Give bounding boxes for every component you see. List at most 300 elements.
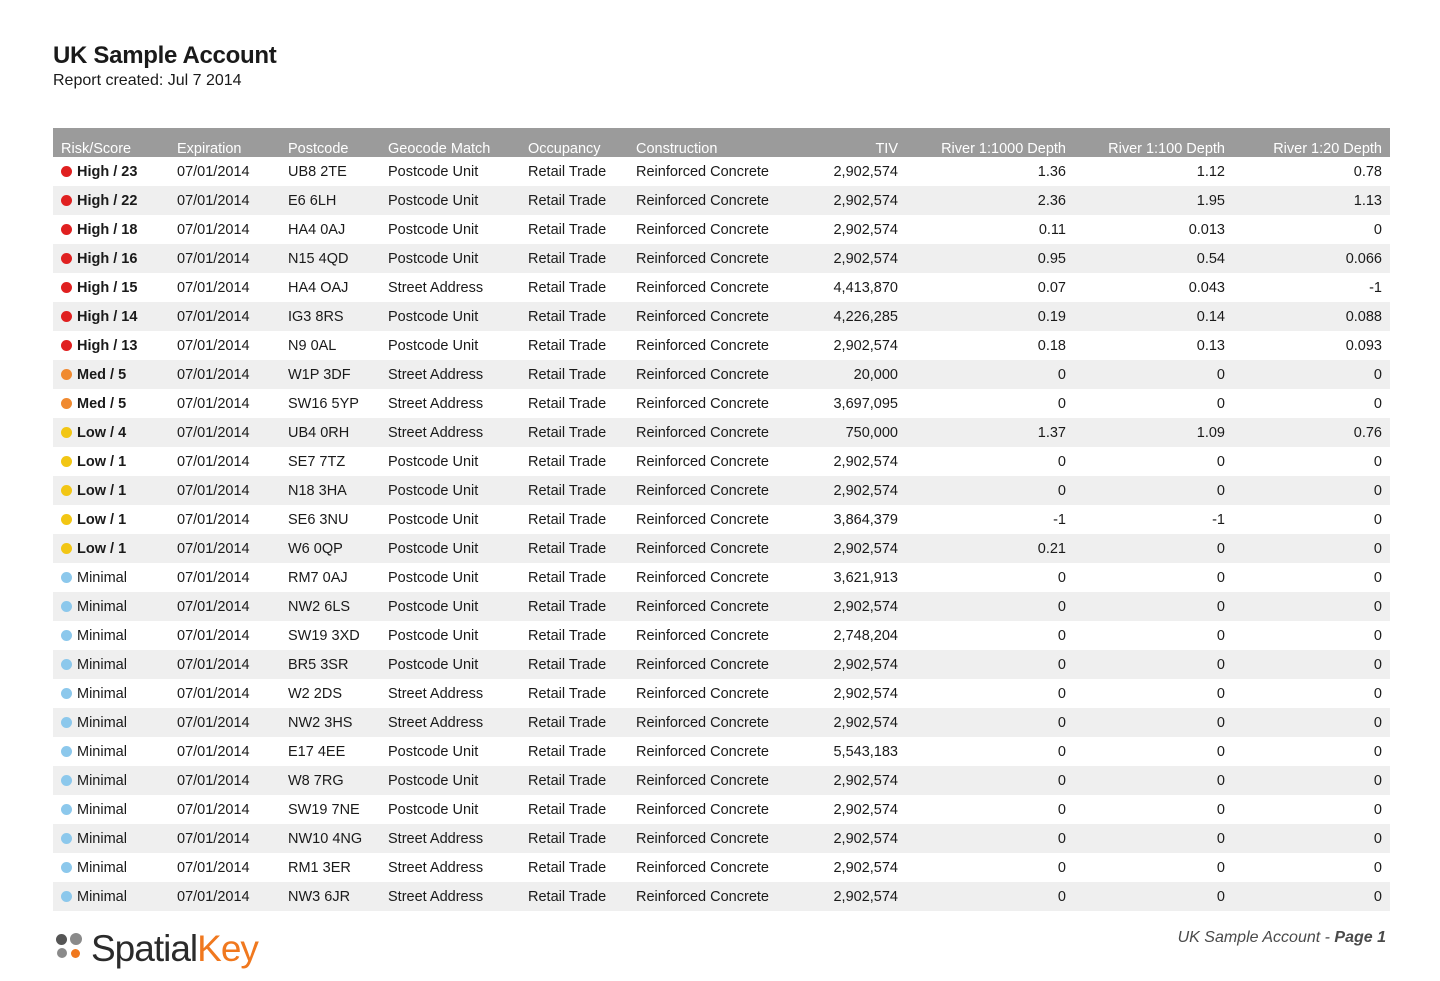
expiration-cell: 07/01/2014: [169, 476, 280, 505]
river-1000-depth-cell: 1.36: [1037, 163, 1066, 180]
expiration-cell: 07/01/2014: [177, 627, 250, 644]
river-100-depth-cell: 0.013: [1188, 221, 1225, 238]
construction-cell: Reinforced Concrete: [628, 360, 780, 389]
construction-cell: Reinforced Concrete: [628, 302, 780, 331]
tiv-cell: 2,902,574: [833, 685, 898, 702]
occupancy-cell: Retail Trade: [520, 650, 628, 679]
expiration-cell: 07/01/2014: [169, 592, 280, 621]
tiv-cell: 2,902,574: [780, 824, 906, 853]
occupancy-cell: Retail Trade: [520, 766, 628, 795]
geocode-match-cell: Postcode Unit: [388, 511, 479, 528]
construction-cell: Reinforced Concrete: [628, 418, 780, 447]
river-20-depth-cell: 0: [1233, 360, 1390, 389]
table-row: [53, 360, 1390, 389]
risk-score-cell: [53, 215, 169, 244]
river-20-depth-cell: 0.088: [1233, 302, 1390, 331]
construction-cell: Reinforced Concrete: [628, 708, 780, 737]
tiv-cell: 2,902,574: [833, 337, 898, 354]
risk-level-dot-icon: [61, 485, 72, 496]
tiv-cell: 4,226,285: [780, 302, 906, 331]
risk-score-label: Minimal: [77, 859, 127, 876]
construction-cell: Reinforced Concrete: [628, 244, 780, 273]
river-20-depth-cell: 0: [1373, 453, 1382, 470]
postcode-cell: N15 4QD: [280, 244, 380, 273]
table-row: [53, 737, 1390, 766]
postcode-cell: W1P 3DF: [280, 360, 380, 389]
tiv-cell: 2,902,574: [780, 708, 906, 737]
construction-cell: Reinforced Concrete: [628, 534, 780, 563]
tiv-cell: 20,000: [780, 360, 906, 389]
risk-score-cell: [53, 331, 169, 360]
header-expiration: Expiration: [169, 128, 280, 157]
river-1000-depth-cell: 0.21: [906, 534, 1074, 563]
logo-wordmark: SpatialKey: [91, 927, 258, 969]
river-20-depth-cell: 0: [1373, 511, 1382, 528]
occupancy-cell: Retail Trade: [528, 569, 607, 586]
table-row: [53, 186, 1390, 215]
risk-score-cell: [53, 679, 169, 708]
river-100-depth-cell: -1: [1212, 511, 1225, 528]
risk-level-dot-icon: [61, 282, 72, 293]
occupancy-cell: Retail Trade: [520, 186, 628, 215]
risk-level-dot-icon: [61, 833, 72, 844]
construction-cell: Reinforced Concrete: [628, 592, 780, 621]
geocode-match-cell: Street Address: [388, 859, 484, 876]
postcode-cell: E17 4EE: [288, 743, 346, 760]
river-100-depth-cell: 0: [1216, 627, 1225, 644]
construction-cell: Reinforced Concrete: [636, 221, 769, 238]
occupancy-cell: Retail Trade: [528, 453, 607, 470]
table-row: [53, 650, 1390, 679]
occupancy-cell: Retail Trade: [528, 743, 607, 760]
postcode-cell: E6 6LH: [280, 186, 380, 215]
risk-level-dot-icon: [61, 253, 72, 264]
river-100-depth-cell: 0: [1074, 824, 1233, 853]
expiration-cell: 07/01/2014: [177, 163, 250, 180]
risk-score-label: Minimal: [77, 772, 127, 789]
postcode-cell: RM7 0AJ: [288, 569, 348, 586]
table-row: [53, 389, 1390, 418]
construction-cell: Reinforced Concrete: [636, 279, 769, 296]
construction-cell: Reinforced Concrete: [628, 882, 780, 911]
river-20-depth-cell: 0: [1233, 708, 1390, 737]
risk-score-label: High / 22: [77, 192, 138, 209]
postcode-cell: UB4 0RH: [280, 418, 380, 447]
river-1000-depth-cell: 0: [1057, 569, 1066, 586]
report-title: UK Sample Account: [53, 42, 277, 69]
risk-level-dot-icon: [61, 775, 72, 786]
risk-score-cell: [53, 534, 169, 563]
risk-score-label: Low / 1: [77, 511, 127, 528]
occupancy-cell: Retail Trade: [520, 534, 628, 563]
river-100-depth-cell: 0.14: [1074, 302, 1233, 331]
tiv-cell: 2,902,574: [780, 534, 906, 563]
river-100-depth-cell: 0: [1074, 708, 1233, 737]
tiv-cell: 2,748,204: [833, 627, 898, 644]
geocode-match-cell: Postcode Unit: [388, 453, 479, 470]
header-tiv: TIV: [780, 128, 906, 157]
river-1000-depth-cell: 1.37: [906, 418, 1074, 447]
risk-level-dot-icon: [61, 427, 72, 438]
table-row: [53, 824, 1390, 853]
tiv-cell: 3,621,913: [833, 569, 898, 586]
tiv-cell: 3,864,379: [833, 511, 898, 528]
construction-cell: Reinforced Concrete: [636, 743, 769, 760]
risk-score-label: Low / 1: [77, 482, 127, 499]
river-1000-depth-cell: 0.19: [906, 302, 1074, 331]
river-1000-depth-cell: 0: [1057, 801, 1066, 818]
header-construction: Construction: [628, 128, 780, 157]
expiration-cell: 07/01/2014: [169, 360, 280, 389]
river-1000-depth-cell: 0: [1057, 859, 1066, 876]
construction-cell: Reinforced Concrete: [636, 395, 769, 412]
construction-cell: Reinforced Concrete: [628, 650, 780, 679]
postcode-cell: NW10 4NG: [280, 824, 380, 853]
table-row: [53, 331, 1390, 360]
logo-dots-icon: [55, 932, 87, 964]
river-1000-depth-cell: 0: [906, 882, 1074, 911]
river-20-depth-cell: 0: [1233, 534, 1390, 563]
construction-cell: Reinforced Concrete: [636, 453, 769, 470]
river-100-depth-cell: 0.54: [1074, 244, 1233, 273]
geocode-match-cell: Street Address: [380, 882, 520, 911]
occupancy-cell: Retail Trade: [520, 824, 628, 853]
risk-level-dot-icon: [61, 340, 72, 351]
risk-score-cell: [53, 447, 169, 476]
table-row: [53, 302, 1390, 331]
construction-cell: Reinforced Concrete: [636, 859, 769, 876]
risk-score-cell: [53, 766, 169, 795]
construction-cell: Reinforced Concrete: [636, 163, 769, 180]
table-row: [53, 273, 1390, 302]
geocode-match-cell: Postcode Unit: [388, 627, 479, 644]
construction-cell: Reinforced Concrete: [636, 801, 769, 818]
occupancy-cell: Retail Trade: [528, 685, 607, 702]
expiration-cell: 07/01/2014: [169, 418, 280, 447]
river-20-depth-cell: 0.76: [1233, 418, 1390, 447]
geocode-match-cell: Street Address: [380, 824, 520, 853]
expiration-cell: 07/01/2014: [177, 859, 250, 876]
geocode-match-cell: Postcode Unit: [380, 476, 520, 505]
table-row: [53, 766, 1390, 795]
risk-level-dot-icon: [61, 862, 72, 873]
postcode-cell: UB8 2TE: [288, 163, 347, 180]
table-header-row: [53, 128, 1390, 157]
river-20-depth-cell: 0: [1373, 801, 1382, 818]
risk-score-cell: [53, 244, 169, 273]
risk-score-label: Minimal: [77, 714, 127, 731]
risk-level-dot-icon: [61, 224, 72, 235]
river-1000-depth-cell: 0: [1057, 685, 1066, 702]
river-1000-depth-cell: 0: [1057, 395, 1066, 412]
risk-score-cell: [53, 795, 169, 824]
river-100-depth-cell: 1.95: [1074, 186, 1233, 215]
river-20-depth-cell: 0: [1373, 859, 1382, 876]
risk-score-label: High / 18: [77, 221, 138, 238]
river-20-depth-cell: 0: [1233, 592, 1390, 621]
table-row: [53, 447, 1390, 476]
tiv-cell: 5,543,183: [833, 743, 898, 760]
risk-level-dot-icon: [61, 398, 72, 409]
risk-score-cell: [53, 621, 169, 650]
river-100-depth-cell: 1.12: [1196, 163, 1225, 180]
risk-score-cell: [53, 824, 169, 853]
table-row: [53, 853, 1390, 882]
geocode-match-cell: Street Address: [388, 395, 484, 412]
risk-score-label: Minimal: [77, 801, 127, 818]
construction-cell: Reinforced Concrete: [636, 337, 769, 354]
river-1000-depth-cell: 0.07: [1037, 279, 1066, 296]
river-20-depth-cell: 0: [1233, 650, 1390, 679]
risk-level-dot-icon: [61, 688, 72, 699]
risk-level-dot-icon: [61, 311, 72, 322]
risk-score-label: Low / 1: [77, 453, 127, 470]
risk-score-cell: [53, 882, 169, 911]
occupancy-cell: Retail Trade: [520, 302, 628, 331]
construction-cell: Reinforced Concrete: [628, 476, 780, 505]
tiv-cell: 2,902,574: [780, 186, 906, 215]
table-row: [53, 534, 1390, 563]
tiv-cell: 2,902,574: [833, 801, 898, 818]
table-row: [53, 563, 1390, 592]
risk-level-dot-icon: [61, 891, 72, 902]
risk-score-cell: [53, 389, 169, 418]
risk-score-cell: [53, 853, 169, 882]
river-100-depth-cell: 0: [1216, 801, 1225, 818]
river-1000-depth-cell: -1: [1053, 511, 1066, 528]
river-20-depth-cell: 0: [1373, 685, 1382, 702]
risk-score-cell: [53, 708, 169, 737]
occupancy-cell: Retail Trade: [528, 859, 607, 876]
risk-score-label: Minimal: [77, 888, 127, 905]
table-row: [53, 505, 1390, 534]
page-footer: [1178, 929, 1386, 947]
table-row: [53, 708, 1390, 737]
postcode-cell: NW2 3HS: [280, 708, 380, 737]
occupancy-cell: Retail Trade: [528, 337, 607, 354]
river-100-depth-cell: 0: [1216, 685, 1225, 702]
tiv-cell: 2,902,574: [780, 244, 906, 273]
risk-score-cell: [53, 157, 169, 186]
risk-score-label: Low / 4: [77, 424, 127, 441]
risk-level-dot-icon: [61, 659, 72, 670]
river-1000-depth-cell: 2.36: [906, 186, 1074, 215]
expiration-cell: 07/01/2014: [177, 395, 250, 412]
river-1000-depth-cell: 0: [906, 360, 1074, 389]
spatialkey-logo: [55, 925, 258, 971]
geocode-match-cell: Postcode Unit: [380, 244, 520, 273]
river-20-depth-cell: 1.13: [1233, 186, 1390, 215]
risk-level-dot-icon: [61, 543, 72, 554]
river-100-depth-cell: 0: [1216, 395, 1225, 412]
river-1000-depth-cell: 0: [906, 476, 1074, 505]
geocode-match-cell: Postcode Unit: [380, 650, 520, 679]
geocode-match-cell: Street Address: [380, 708, 520, 737]
postcode-cell: SW19 7NE: [288, 801, 360, 818]
river-100-depth-cell: 0: [1216, 743, 1225, 760]
construction-cell: Reinforced Concrete: [636, 569, 769, 586]
occupancy-cell: Retail Trade: [520, 418, 628, 447]
expiration-cell: 07/01/2014: [177, 453, 250, 470]
table-row: [53, 592, 1390, 621]
risk-score-label: High / 13: [77, 337, 138, 354]
expiration-cell: 07/01/2014: [177, 569, 250, 586]
river-1000-depth-cell: 0: [1057, 743, 1066, 760]
river-100-depth-cell: 0: [1074, 766, 1233, 795]
risk-level-dot-icon: [61, 195, 72, 206]
postcode-cell: SE6 3NU: [288, 511, 349, 528]
occupancy-cell: Retail Trade: [528, 801, 607, 818]
tiv-cell: 2,902,574: [780, 882, 906, 911]
risk-level-dot-icon: [61, 601, 72, 612]
occupancy-cell: Retail Trade: [528, 279, 607, 296]
risk-table: [53, 128, 1390, 911]
river-20-depth-cell: 0: [1373, 221, 1382, 238]
river-1000-depth-cell: 0: [1057, 453, 1066, 470]
river-1000-depth-cell: 0.95: [906, 244, 1074, 273]
river-1000-depth-cell: 0.18: [1037, 337, 1066, 354]
occupancy-cell: Retail Trade: [528, 395, 607, 412]
expiration-cell: 07/01/2014: [169, 302, 280, 331]
river-20-depth-cell: 0: [1233, 824, 1390, 853]
risk-level-dot-icon: [61, 630, 72, 641]
geocode-match-cell: Postcode Unit: [380, 302, 520, 331]
river-20-depth-cell: 0: [1373, 627, 1382, 644]
header-river-100-depth: River 1:100 Depth: [1074, 128, 1233, 157]
geocode-match-cell: Street Address: [388, 685, 484, 702]
river-20-depth-cell: 0: [1373, 395, 1382, 412]
expiration-cell: 07/01/2014: [177, 279, 250, 296]
expiration-cell: 07/01/2014: [177, 221, 250, 238]
risk-score-label: Minimal: [77, 627, 127, 644]
header-risk-score: Risk/Score: [53, 128, 169, 157]
geocode-match-cell: Postcode Unit: [380, 186, 520, 215]
geocode-match-cell: Street Address: [380, 360, 520, 389]
postcode-cell: W8 7RG: [280, 766, 380, 795]
occupancy-cell: Retail Trade: [520, 360, 628, 389]
postcode-cell: HA4 OAJ: [288, 279, 349, 296]
table-row: [53, 244, 1390, 273]
postcode-cell: SW16 5YP: [288, 395, 359, 412]
table-row: [53, 621, 1390, 650]
river-20-depth-cell: 0: [1233, 882, 1390, 911]
postcode-cell: N18 3HA: [280, 476, 380, 505]
tiv-cell: 2,902,574: [780, 476, 906, 505]
postcode-cell: BR5 3SR: [280, 650, 380, 679]
expiration-cell: 07/01/2014: [177, 743, 250, 760]
geocode-match-cell: Postcode Unit: [380, 766, 520, 795]
table-row: [53, 215, 1390, 244]
river-1000-depth-cell: 0: [906, 650, 1074, 679]
tiv-cell: 2,902,574: [833, 221, 898, 238]
geocode-match-cell: Postcode Unit: [388, 801, 479, 818]
expiration-cell: 07/01/2014: [169, 186, 280, 215]
tiv-cell: 2,902,574: [833, 163, 898, 180]
river-20-depth-cell: 0: [1373, 569, 1382, 586]
risk-score-cell: [53, 418, 169, 447]
occupancy-cell: Retail Trade: [520, 882, 628, 911]
risk-score-cell: [53, 476, 169, 505]
risk-score-cell: [53, 563, 169, 592]
geocode-match-cell: Street Address: [380, 418, 520, 447]
river-20-depth-cell: 0: [1233, 766, 1390, 795]
river-100-depth-cell: 0.043: [1188, 279, 1225, 296]
river-20-depth-cell: 0: [1373, 743, 1382, 760]
river-100-depth-cell: 0: [1216, 569, 1225, 586]
postcode-cell: W2 2DS: [288, 685, 342, 702]
header-river-1000-depth: River 1:1000 Depth: [906, 128, 1074, 157]
river-100-depth-cell: 0: [1074, 476, 1233, 505]
river-100-depth-cell: 0: [1074, 534, 1233, 563]
geocode-match-cell: Postcode Unit: [388, 569, 479, 586]
expiration-cell: 07/01/2014: [177, 337, 250, 354]
postcode-cell: N9 0AL: [288, 337, 337, 354]
report-created-date: Report created: Jul 7 2014: [53, 72, 242, 89]
geocode-match-cell: Postcode Unit: [388, 221, 479, 238]
expiration-cell: 07/01/2014: [177, 801, 250, 818]
table-row: [53, 476, 1390, 505]
construction-cell: Reinforced Concrete: [628, 186, 780, 215]
risk-score-cell: [53, 186, 169, 215]
construction-cell: Reinforced Concrete: [636, 511, 769, 528]
risk-score-label: High / 16: [77, 250, 138, 267]
occupancy-cell: Retail Trade: [520, 244, 628, 273]
table-row: [53, 157, 1390, 186]
risk-level-dot-icon: [61, 166, 72, 177]
table-row: [53, 882, 1390, 911]
river-1000-depth-cell: 0: [906, 766, 1074, 795]
risk-score-label: High / 14: [77, 308, 138, 325]
table-row: [53, 679, 1390, 708]
table-row: [53, 795, 1390, 824]
risk-score-cell: [53, 737, 169, 766]
river-100-depth-cell: 1.09: [1074, 418, 1233, 447]
footer-account-name: UK Sample Account -: [1177, 929, 1335, 946]
tiv-cell: 750,000: [780, 418, 906, 447]
tiv-cell: 4,413,870: [833, 279, 898, 296]
river-1000-depth-cell: 0: [1057, 627, 1066, 644]
geocode-match-cell: Street Address: [388, 279, 484, 296]
risk-level-dot-icon: [61, 717, 72, 728]
risk-score-cell: [53, 360, 169, 389]
risk-score-label: Minimal: [77, 830, 127, 847]
postcode-cell: HA4 0AJ: [288, 221, 346, 238]
expiration-cell: 07/01/2014: [177, 511, 250, 528]
occupancy-cell: Retail Trade: [528, 511, 607, 528]
geocode-match-cell: Postcode Unit: [388, 337, 479, 354]
risk-score-cell: [53, 302, 169, 331]
expiration-cell: 07/01/2014: [169, 650, 280, 679]
occupancy-cell: Retail Trade: [520, 476, 628, 505]
occupancy-cell: Retail Trade: [528, 163, 607, 180]
river-1000-depth-cell: 0: [906, 708, 1074, 737]
geocode-match-cell: Postcode Unit: [388, 743, 479, 760]
risk-score-label: High / 15: [77, 279, 138, 296]
risk-score-cell: [53, 505, 169, 534]
header-postcode: Postcode: [280, 128, 380, 157]
header-occupancy: Occupancy: [520, 128, 628, 157]
river-20-depth-cell: 0.066: [1233, 244, 1390, 273]
postcode-cell: IG3 8RS: [280, 302, 380, 331]
header-river-20-depth: River 1:20 Depth: [1233, 128, 1390, 157]
occupancy-cell: Retail Trade: [528, 627, 607, 644]
postcode-cell: RM1 3ER: [288, 859, 351, 876]
expiration-cell: 07/01/2014: [169, 824, 280, 853]
risk-level-dot-icon: [61, 804, 72, 815]
risk-level-dot-icon: [61, 369, 72, 380]
river-100-depth-cell: 0: [1074, 592, 1233, 621]
river-100-depth-cell: 0: [1074, 360, 1233, 389]
